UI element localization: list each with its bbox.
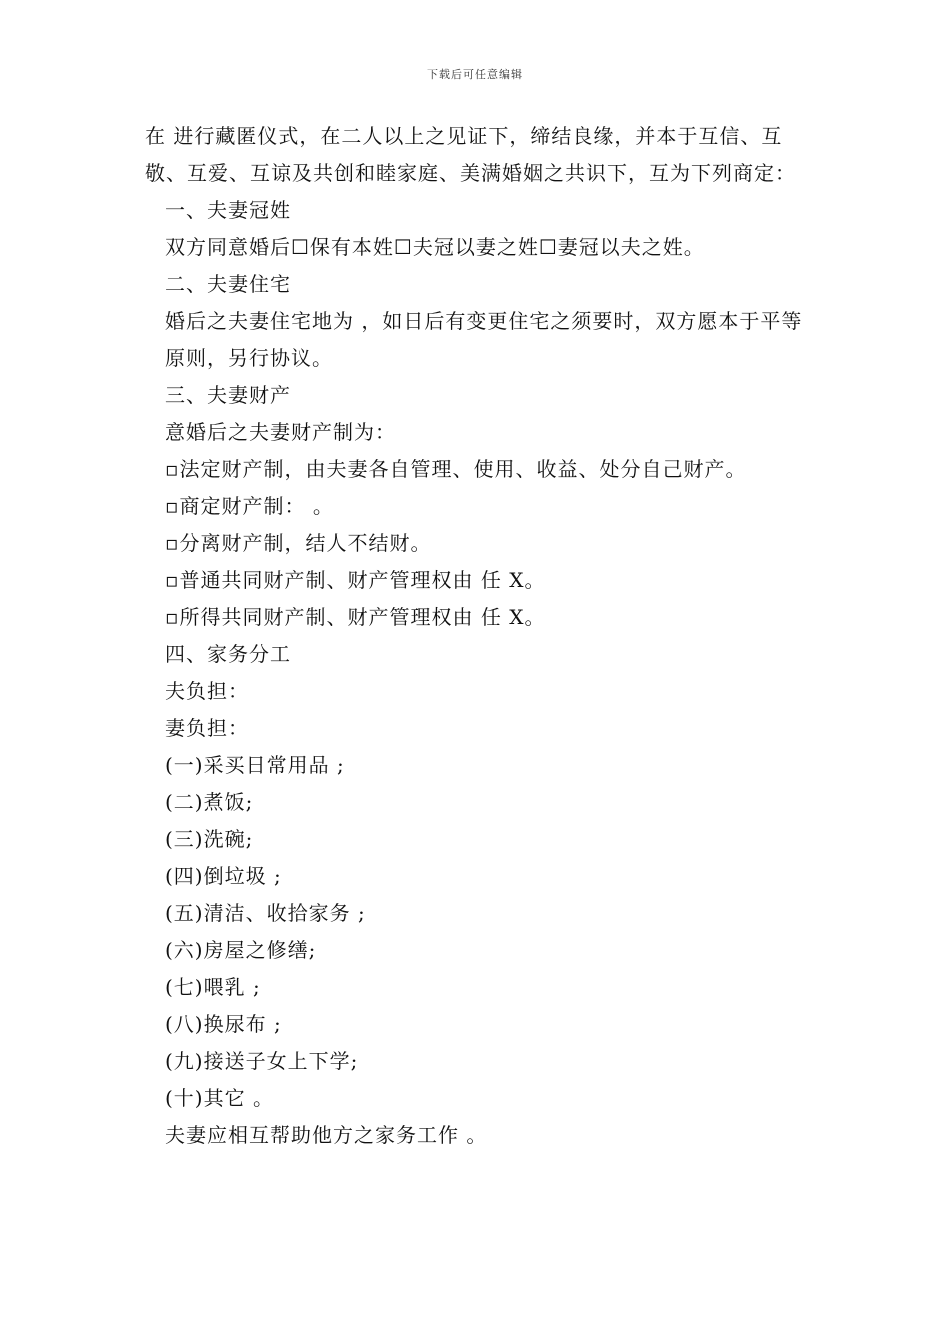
chores-closing: 夫妻应相互帮助他方之家务工作 。 — [165, 1123, 488, 1147]
property-option: ▫法定财产制，由夫妻各自管理、使用、收益、处分自己财产。 — [165, 457, 747, 481]
residence-clause: 婚后之夫妻住宅地为 ，如日后有变更住宅之须要时，双方愿本于平等原则，另行协议。 — [165, 309, 803, 370]
wife-duties-label: 妻负担： — [165, 716, 249, 740]
section-heading-chores: 四、家务分工 — [165, 642, 291, 666]
property-option: ▫所得共同财产制、财产管理权由 任 X。 — [165, 605, 546, 629]
chore-item: (十)其它 。 — [165, 1086, 274, 1110]
property-option: ▫普通共同财产制、财产管理权由 任 X。 — [165, 568, 546, 592]
property-option: ▫商定财产制： 。 — [165, 494, 334, 518]
chore-item: (一)采买日常用品 ; — [165, 753, 345, 777]
section-heading-property: 三、夫妻财产 — [165, 383, 291, 407]
chore-item: (六)房屋之修缮; — [165, 938, 317, 962]
chore-item: (八)换尿布 ; — [165, 1012, 282, 1036]
chore-item: (二)煮饭; — [165, 790, 254, 814]
section-heading-residence: 二、夫妻住宅 — [165, 272, 291, 296]
chore-item: (七)喂乳 ; — [165, 975, 261, 999]
agreement-body — [145, 118, 810, 1154]
property-intro: 意婚后之夫妻财产制为： — [165, 420, 396, 444]
intro-paragraph: 在 进行藏匿仪式，在二人以上之见证下，缔结良缘，并本于互信、互敬、互爱、互谅及共创和睦家庭、美满婚姻之共识下，互为下列商定： — [145, 124, 796, 185]
chore-item: (九)接送子女上下学; — [165, 1049, 359, 1073]
surname-clause: 双方同意婚后☐保有本姓☐夫冠以妻之姓☐妻冠以夫之姓。 — [165, 235, 705, 259]
chore-item: (五)清洁、收拾家务 ; — [165, 901, 366, 925]
husband-duties-label: 夫负担： — [165, 679, 249, 703]
section-heading-surname: 一、夫妻冠姓 — [165, 198, 291, 222]
chore-item: (三)洗碗; — [165, 827, 254, 851]
property-option: ▫分离财产制，结人不结财。 — [165, 531, 432, 555]
chore-item: (四)倒垃圾 ; — [165, 864, 282, 888]
page-header-caption: 下载后可任意编辑 — [427, 68, 523, 81]
